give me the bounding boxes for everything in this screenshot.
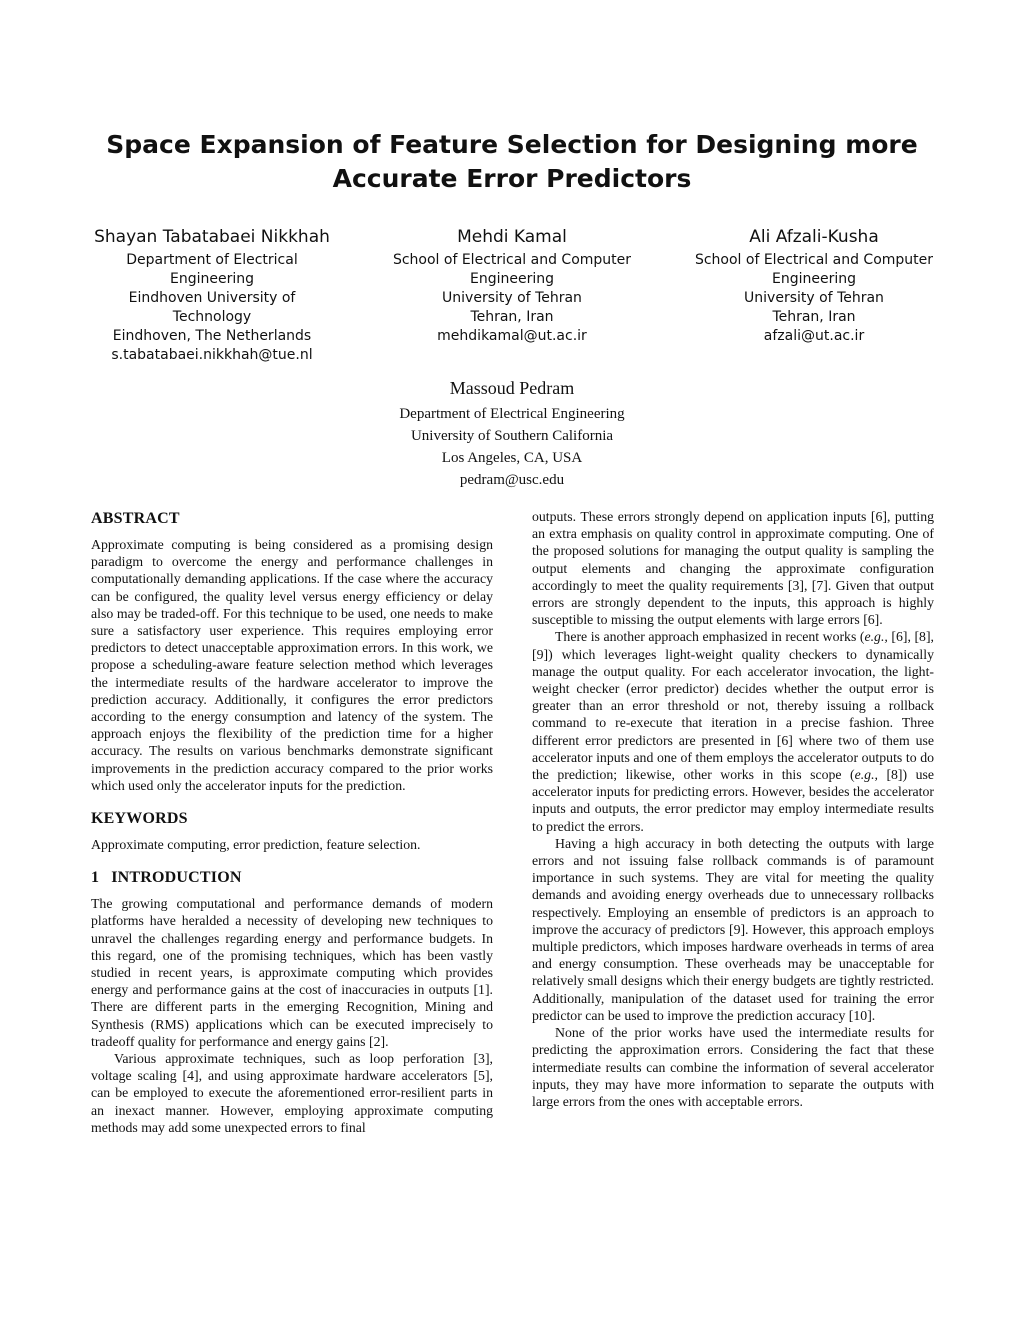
author-name: Shayan Tabatabaei Nikkhah (94, 227, 330, 247)
author-affiliation-line: Engineering (470, 271, 554, 287)
section-title: INTRODUCTION (111, 869, 242, 887)
left-column (91, 508, 493, 1136)
citation-eg: e.g., (864, 629, 888, 645)
intro-paragraph-4 (532, 628, 934, 834)
author-block-3 (682, 225, 946, 346)
intro-paragraph-6: None of the prior works have used the intermediate results for predicting the approximation errors. Considering the fact that these intermediate results can combine the information of several accelerator inputs, they may have more information to separate the outputs with large errors from the ones with acceptable errors. (532, 1025, 934, 1109)
author-location: Eindhoven, The Netherlands (112, 328, 312, 344)
author-email: afzali@ut.ac.ir (763, 328, 865, 344)
paragraph-text: There is another approach emphasized in recent works ( (555, 629, 865, 645)
author-location: Los Angeles, CA, USA (441, 450, 583, 466)
author-affiliation-line: University of Tehran (744, 290, 884, 306)
author-email: s.tabatabaei.nikkhah@tue.nl (111, 347, 313, 363)
section-number: 1 (91, 869, 100, 887)
author-affiliation-line: Eindhoven University of (128, 290, 296, 306)
paragraph-text: [8]) use accelerator inputs for predicting errors. However, besides the accelerator inputs and outputs, the error predictor may employ intermediate results to predict the errors. (532, 767, 934, 834)
paragraph-text: [6], [8], [9]) which leverages light-weight quality checkers to dynamically manage the output quality. For each accelerator invocation, the light-weight checker (error predictor) decides whether the output error is greater than an error threshold or not, thereby issuing a rollback command to re-execute that iteration in a precise fashion. Three different error predictors are presented in [6] where two of them use accelerator inputs and one of them employs the accelerator outputs to do the prediction; likewise, other works in this scope ( (532, 629, 934, 783)
intro-paragraph-3: outputs. These errors strongly depend on application inputs [6], putting an extra emphasis on quality control in approximate computing. One of the proposed solutions for managing the output quality is sampling the output elements and changing the approximate configuration accordingly to meet the quality requirements [3], [7]. Given that output errors are strongly dependent to the inputs, this approach is highly susceptible to missing the output elements with large errors [6]. (532, 509, 934, 628)
author-affiliation-line: School of Electrical and Computer (694, 252, 934, 268)
abstract-heading: ABSTRACT (91, 510, 180, 527)
keywords-text: Approximate computing, error prediction, feature selection. (91, 837, 421, 853)
author-location: Tehran, Iran (470, 309, 554, 325)
author-affiliation-line: Department of Electrical Engineering (399, 406, 625, 422)
intro-paragraph-5: Having a high accuracy in both detecting the outputs with large errors and not issuing false rollback commands is of paramount importance in such systems. They are vital for meeting the quality demands and avoiding energy overheads due to unnecessary rollbacks respectively. Employing an ensemble of predictors is an approach to improve the accuracy of predictors [9]. However, this approach employs multiple predictors, which imposes hardware overheads in terms of area and energy consumption. These overheads may be unacceptable for relatively small designs which their energy budgets are tightly restricted. Additionally, manipulation of the dataset used for training the error predictor can be used to improve the prediction accuracy [10]. (532, 835, 934, 1023)
paper-title (100, 128, 924, 196)
keywords-heading: KEYWORDS (91, 810, 188, 828)
author-location: Tehran, Iran (772, 309, 856, 325)
right-column (532, 508, 934, 1110)
author-block-4 (362, 375, 662, 491)
author-name: Ali Afzali-Kusha (749, 227, 879, 247)
author-affiliation-line: University of Southern California (410, 428, 614, 444)
section-gap (91, 853, 493, 867)
intro-paragraph-2: Various approximate techniques, such as loop perforation [3], voltage scaling [4], and using approximate hardware accelerators [5], can be employed to execute the aforementioned error-resilient parts in an inexact manner. However, employing approximate computing methods may add some unexpected errors to final (91, 1051, 493, 1135)
author-block-2 (380, 225, 644, 346)
author-affiliation-line: Department of Electrical (126, 252, 298, 268)
author-affiliation-line: Technology (172, 309, 252, 325)
author-block-1 (80, 225, 344, 365)
author-name: Massoud Pedram (449, 378, 575, 398)
author-affiliation-line: University of Tehran (442, 290, 582, 306)
author-email: pedram@usc.edu (459, 472, 565, 488)
introduction-heading (91, 867, 493, 889)
author-affiliation-line: School of Electrical and Computer (392, 252, 632, 268)
section-gap (91, 794, 493, 808)
citation-eg: e.g., (854, 767, 878, 783)
author-name: Mehdi Kamal (457, 227, 567, 247)
title-line-1: Space Expansion of Feature Selection for Designing more (106, 130, 918, 159)
title-line-2: Accurate Error Predictors (332, 164, 692, 193)
author-affiliation-line: Engineering (170, 271, 254, 287)
author-affiliation-line: Engineering (772, 271, 856, 287)
intro-paragraph-1: The growing computational and performance demands of modern platforms have heralded a necessity of developing new techniques to unravel the challenges regarding energy and performance budgets. In this regard, one of the promising techniques, which has been vastly studied in recent years, is approximate computing which provides energy and performance gains at the cost of inaccuracies in outputs [1]. There are different parts in the emerging Recognition, Mining and Synthesis (RMS) applications which can be executed imprecisely to tradeoff quality for performance and energy gains [2]. (91, 896, 493, 1049)
author-email: mehdikamal@ut.ac.ir (437, 328, 587, 344)
abstract-text: Approximate computing is being considered as a promising design paradigm to overcome the energy and performance challenges in computationally demanding applications. If the case where the accuracy can be configured, the quality level versus energy efficiency or delay also may be traded-off. For this technique to be used, one needs to make sure a satisfactory user experience. This requires employing error predictors to detect unacceptable approximation errors. In this work, we propose a scheduling-aware feature selection method which leverages the intermediate results of the hardware accelerator to improve the prediction accuracy. Additionally, it configures the error predictors according to the energy consumption and latency of the system. The approach enjoys the flexibility of the prediction time for a higher accuracy. The results on various benchmarks demonstrate significant improvements in the prediction accuracy compared to the prior works which used only the accelerator inputs for the prediction. (91, 537, 493, 793)
